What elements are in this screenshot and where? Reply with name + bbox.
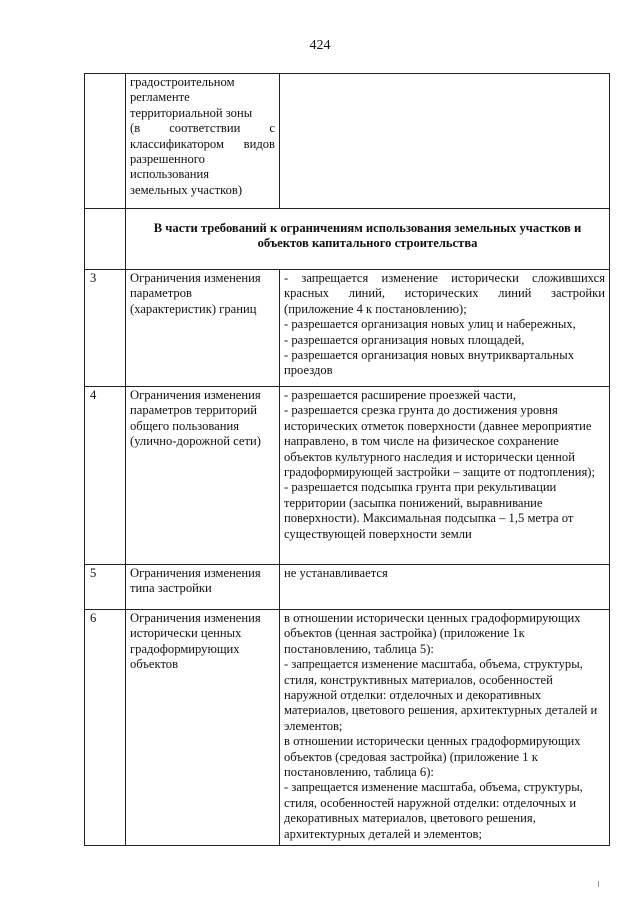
row-name-cell: Ограничения изменения типа застройки [126,565,280,610]
row-name-line: регламенте [130,90,190,105]
row-name-line: (в соответствии с [130,121,275,136]
rule-item: - разрешается организация новых площадей, [284,332,525,347]
rule-item: - разрешается организация новых внутриквартальных проездов [284,348,575,378]
scan-mark [598,881,599,887]
row-name-line: градостроительном [130,75,235,89]
section-heading: В части требований к ограничениям использования земельных участков и объектов капитального строительства [126,209,610,270]
row-name-cell: Ограничения изменения исторически ценных градоформирующих объектов [126,610,280,846]
rule-item: - разрешается расширение проезжей части, [284,388,517,402]
table-row [85,387,610,565]
regulation-table [84,73,610,846]
row-name-line: земельных участков) [130,182,243,197]
row-name-line: использования [130,167,210,182]
rule-item: в отношении исторически ценных градоформирующих объектов (средовая застройка) (приложение 1 к постановлению, таблица 6): [284,734,581,780]
rule-item: - запрещается изменение масштаба, объема, структуры, стиля, особенностей наружной отделки: отделочных и декоративных материалов, цветового решения, архитектурных деталей и элементов; [284,780,583,841]
row-number-cell: 3 [85,270,126,387]
row-number-cell: 5 [85,565,126,610]
row-number-cell [85,209,126,270]
table-row-continuation [85,74,610,209]
rule-item: не устанавливается [284,566,388,580]
row-name-cell: Ограничения изменения параметров (характеристик) границ [126,270,280,387]
row-name-line: разрешенного [130,152,205,167]
row-content-cell [280,387,610,565]
row-number-cell [85,74,126,209]
row-content-cell [280,270,610,387]
row-content-cell [280,74,610,209]
rule-item: - разрешается срезка грунта до достижения уровня исторических отметок поверхности (давнее мероприятие направлено, в том числе на физическое сохранение объектов культурного наследия и исторически ценной градоформирующей застройки – защите от подтопления); [284,403,595,480]
row-name-line: территориальной зоны [130,105,253,120]
section-heading-row [85,209,610,270]
rule-item: - запрещается изменение исторически сложившихся красных линий, исторических линий застройки (приложение 4 к постановлению); [284,271,605,316]
rule-item: - разрешается организация новых улиц и набережных, [284,317,576,332]
row-name-cell [126,74,280,209]
table-row [85,610,610,846]
table-row [85,565,610,610]
row-name-line: классификатором видов [130,136,275,151]
table-row [85,270,610,387]
page-number: 424 [309,38,331,53]
rule-item: в отношении исторически ценных градоформирующих объектов (ценная застройка) (приложение 1к постановлению, таблица 5): [284,611,581,656]
row-number-cell: 6 [85,610,126,846]
row-content-cell [280,610,610,846]
row-content-cell [280,565,610,610]
rule-item: - запрещается изменение масштаба, объема, структуры, стиля, конструктивных материалов, особенностей наружной отделки: отделочных и декоративных материалов, цветового решения, архитектурных деталей и элементов; [284,657,598,733]
rule-item: - разрешается подсыпка грунта при рекультивации территории (засыпка понижений, выравнивание поверхности). Максимальная подсыпка – 1,5 метра от существующей поверхности земли [284,480,574,541]
row-name-cell: Ограничения изменения параметров территорий общего пользования (улично-дорожной сети) [126,387,280,565]
row-number-cell: 4 [85,387,126,565]
